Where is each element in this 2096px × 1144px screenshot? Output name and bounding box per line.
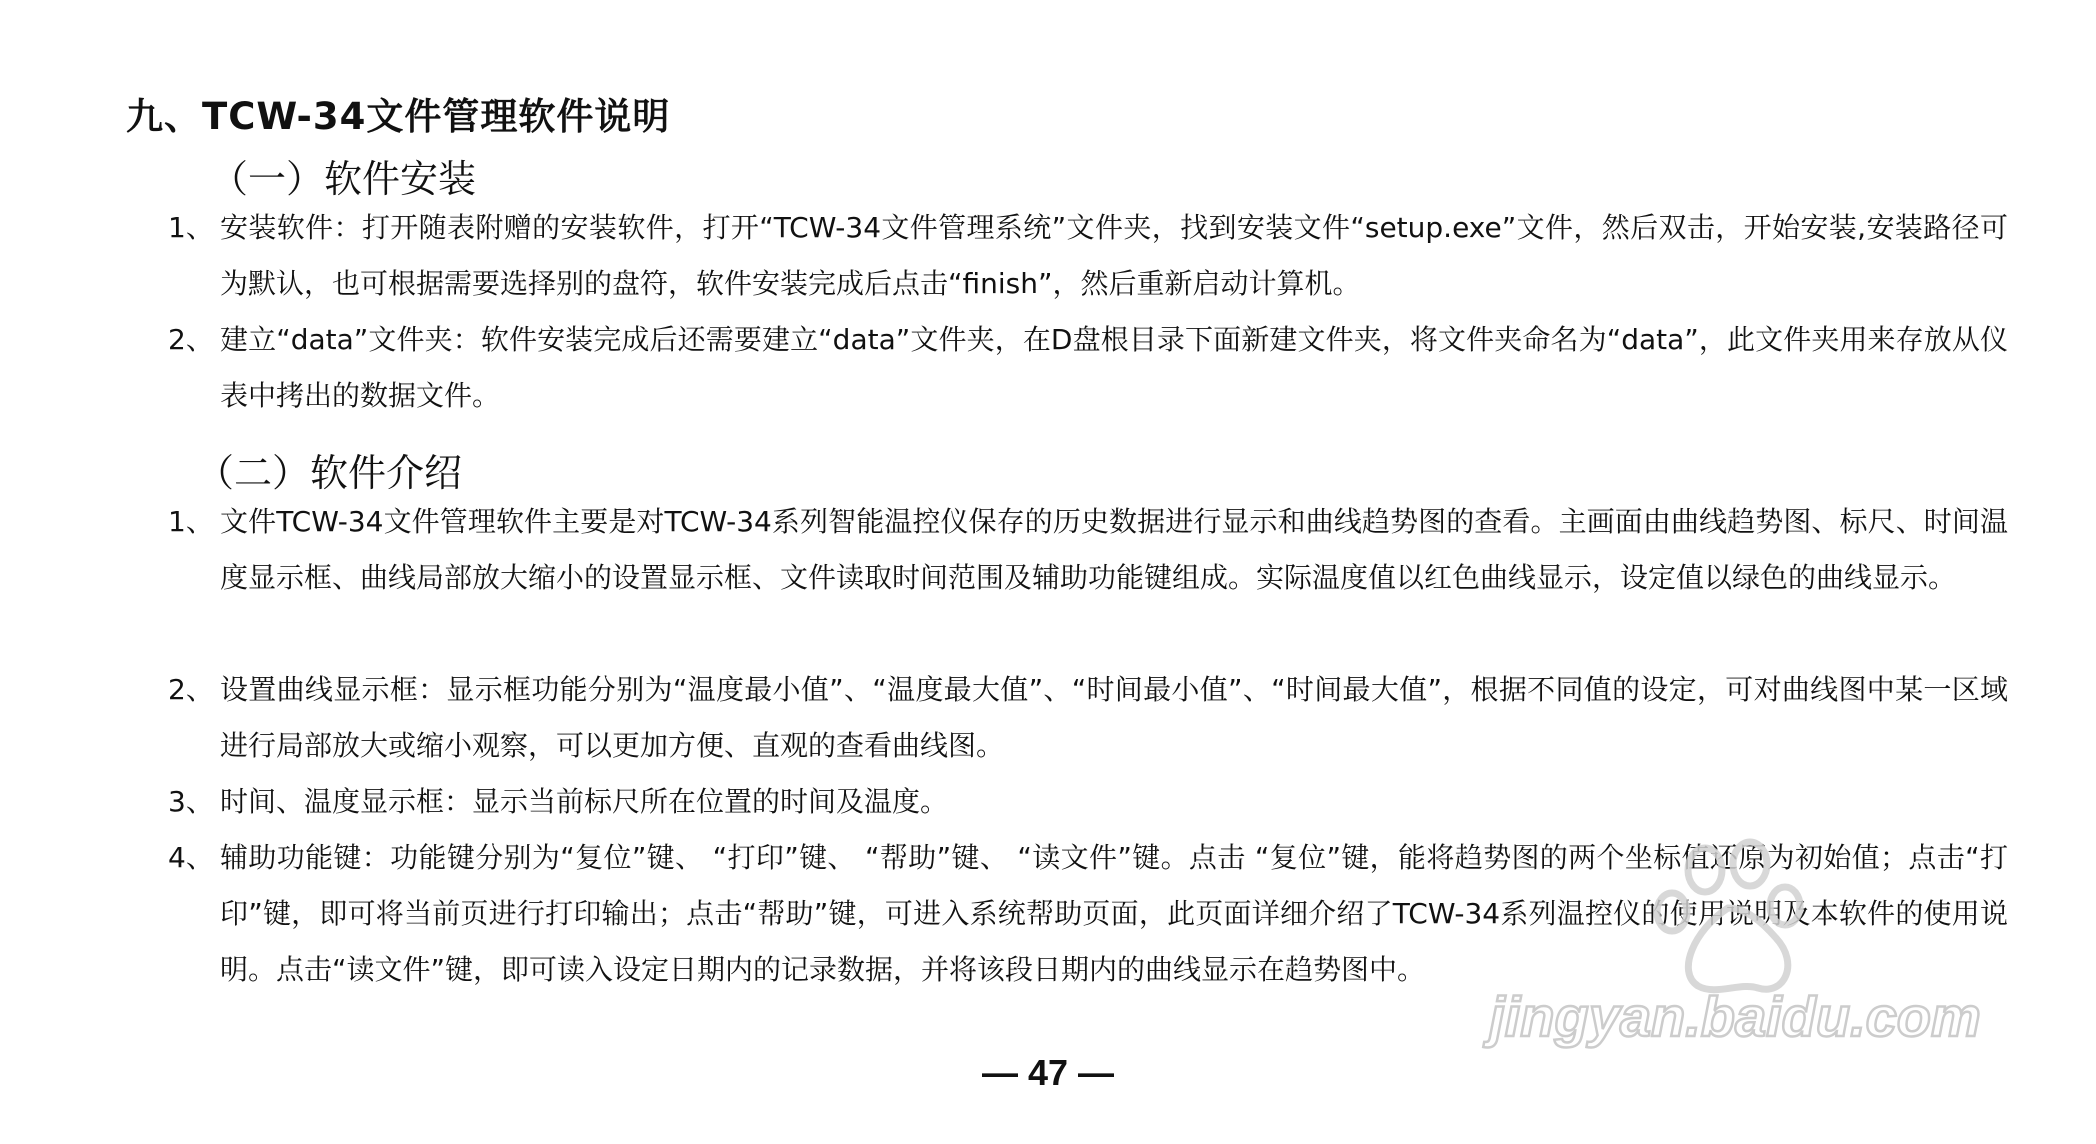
section-title-introduction: （二）软件介绍 [196,451,463,495]
section-title-installation: （一）软件安装 [210,157,477,201]
paragraph [168,774,2008,830]
paragraph-number: 3、 [168,785,214,818]
paragraph-text: 时间、温度显示框：显示当前标尺所在位置的时间及温度。 [220,785,949,818]
paragraph-text: 辅助功能键：功能键分别为“复位”键、 “打印”键、 “帮助”键、 “读文件”键。点击 “复位”键，能将趋势图的两个坐标值还原为初始值；点击“打印”键，即可将当前页进行打印输出；点击“帮助”键，可进入系统帮助页面，此页面详细介绍了TCW-34系列温控仪的使用说明及本软件的使用说明。点击“读文件”键，即可读入设定日期内的记录数据，并将该段日期内的曲线显示在趋势图中。 [220,841,2008,986]
paragraph-text: 建立“data”文件夹：软件安装完成后还需要建立“data”文件夹，在D盘根目录下面新建文件夹，将文件夹命名为“data”，此文件夹用来存放从仪表中拷出的数据文件。 [220,323,2008,412]
paragraph-text: 文件TCW-34文件管理软件主要是对TCW-34系列智能温控仪保存的历史数据进行显示和曲线趋势图的查看。主画面由曲线趋势图、标尺、时间温度显示框、曲线局部放大缩小的设置显示框、文件读取时间范围及辅助功能键组成。实际温度值以红色曲线显示，设定值以绿色的曲线显示。 [220,505,2008,594]
paragraph-number: 1、 [168,505,214,538]
paragraph [168,662,2008,774]
document-heading: 九、TCW-34文件管理软件说明 [126,95,671,138]
paragraph [168,312,2008,424]
paragraph-text: 设置曲线显示框：显示框功能分别为“温度最小值”、“温度最大值”、“时间最小值”、“时间最大值”，根据不同值的设定，可对曲线图中某一区域进行局部放大或缩小观察，可以更加方便、直观的查看曲线图。 [220,673,2008,762]
paragraph-text: 安装软件：打开随表附赠的安装软件，打开“TCW-34文件管理系统”文件夹，找到安装文件“setup.exe”文件，然后双击，开始安装,安装路径可为默认，也可根据需要选择别的盘符，软件安装完成后点击“finish”，然后重新启动计算机。 [220,211,2008,300]
page-number: — 47 — [981,1052,1115,1093]
watermark-text: jingyan.baidu.com [1489,985,1981,1048]
paragraph-number: 2、 [168,323,214,356]
paragraph-number: 1、 [168,211,214,244]
paragraph [168,494,2008,606]
paragraph [168,200,2008,312]
paragraph [168,830,2008,998]
paragraph-number: 2、 [168,673,214,706]
paragraph-number: 4、 [168,841,214,874]
